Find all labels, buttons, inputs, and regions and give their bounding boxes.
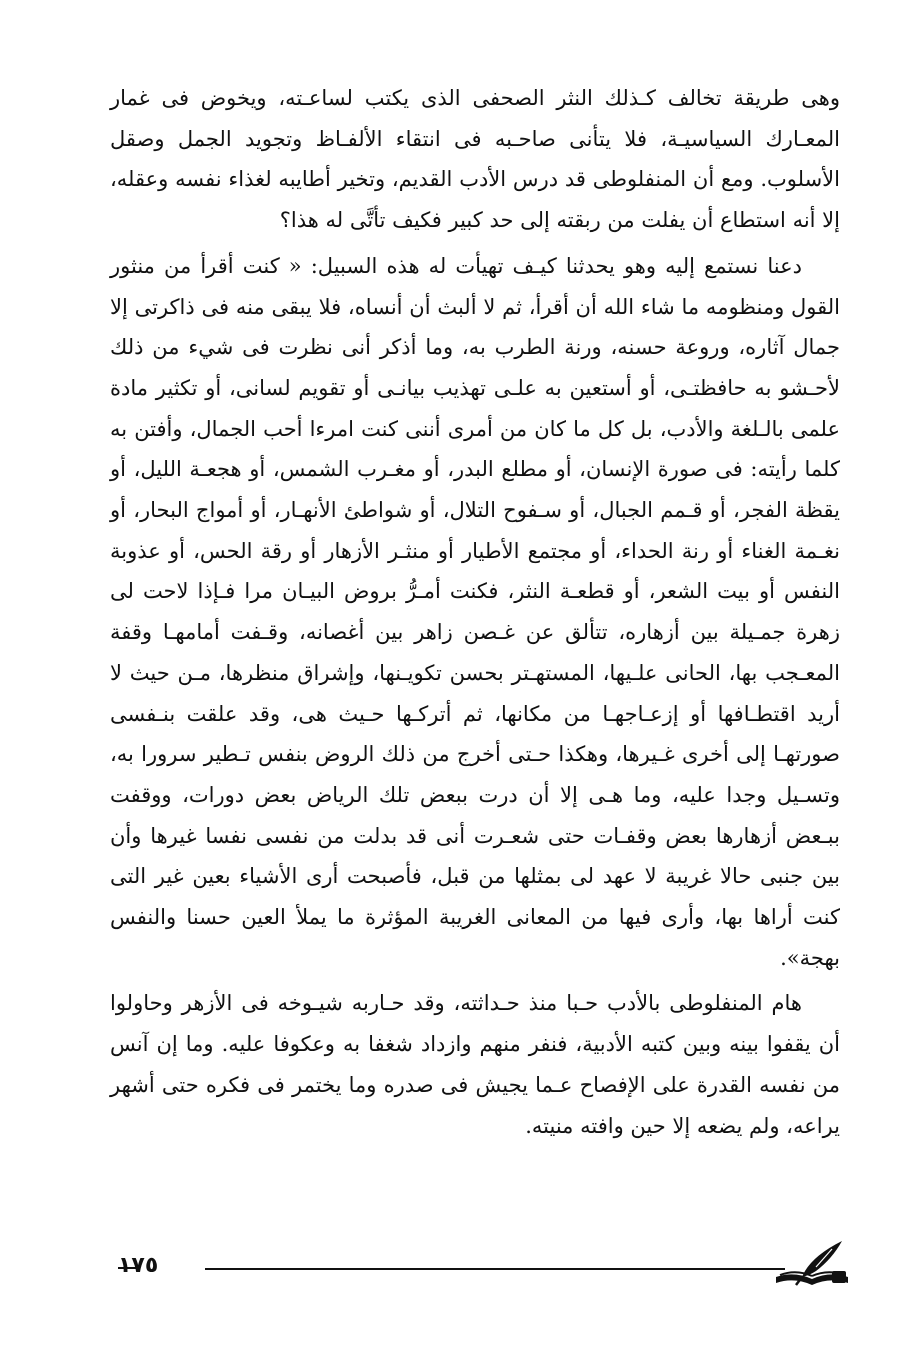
paragraph-1: وهى طريقة تخالف كـذلك النثر الصحفى الذى يكتب لساعـته، ويخوض فى غمار المعـارك السياسيـة، فلا يتأنى صاحـبه فى انتقاء الألفـاظ وتجويد الجمل وصقل الأسلوب. ومع أن المنفلوطى قد درس الأدب القديم، وتخير أطايبه لغذاء نفسه وعقله، إلا أنه استطاع أن يفلت من ربقته إلى حد كبير فكيف تأتَّى له هذا؟	[110, 86, 840, 233]
paragraph-3: هام المنفلوطى بالأدب حـبا منذ حـداثته، وقد حـاربه شيـوخه فى الأزهر وحاولوا أن يقفوا بينه وبين كتبه الأدبية، فنفر منهم وازداد شغفا به وعكوفا عليه. وما إن آنس من نفسه القدرة على الإفصاح عـما يجيش فى صدره وما يختمر فى فكره حتى أشهر يراعه، ولم يضعه إلا حين وافته منيته.	[110, 991, 840, 1138]
page-number: ١٧٥	[118, 1253, 159, 1278]
page-body	[110, 78, 840, 1151]
paragraph-2-quotation: دعنا نستمع إليه وهو يحدثنا كيـف تهيأت له هذه السبيل: « كنت أقرأ من منثور القول ومنظومه ما شاء الله أن أقرأ، ثم لا ألبث أن أنساه، فلا يبقى منه فى ذاكرتى إلا جمال آثاره، وروعة حسنه، ورنة الطرب به، وما أذكر أنى نظرت فى شيء من ذلك لأحـشو به حافظتـى، أو أستعين به علـى تهذيب بيانـى أو تقويم لسانى، أو تكثير مادة علمى بالـلغة والأدب، بل كل ما كان من أمرى أننى كنت امرءا أحب الجمال، وأفتن به كلما رأيته: فى صورة الإنسان، أو مطلع البدر، أو مغـرب الشمس، أو هجعـة الليل، أو يقظة الفجر، أو قـمم الجبال، أو سـفوح التلال، أو شواطئ الأنهـار، أو أمواج البحار، أو نغـمة الغناء أو رنة الحداء، أو مجتمع الأطيار أو منثـر الأزهار أو رقة الحس، أو عذوبة النفس أو بيت الشعر، أو قطعـة النثر، فكنت أمـرُّ بروض البيـان مرا فـإذا لاحت لى زهرة جمـيلة بين أزهاره، تتألق عن غـصن زاهر بين أغصانه، وقـفت أمامهـا وقفة المعـجب بها، الحانى علـيها، المستهـتر بحسن تكويـنها، وإشراق منظرها، مـن حيث لا أريد اقتطـافها أو إزعـاجهـا من مكانها، ثم أتركـها حـيث هى، وقد علقت بنـفسى صورتهـا إلى أخرى غـيرها، وهكذا حـتى أخرج من ذلك الروض بنفس تـطير سرورا به، وتسـيل وجدا عليه، وما هـى إلا أن درت ببعض تلك الرياض بعض دورات، ووقفت ببـعض أزهارها بعض وقفـات حتى شعـرت أنى قد بدلت من نفسى نفسا غيرها وأن بين جنبى حالا غريبة لا عهد لى بمثلها من قبل، فأصبحت أرى الأشياء بعين غير التى كنت أراها بها، وأرى فيها من المعانى الغريبة المؤثرة ما يملأ العين حسنا والنفس بهجة».	[110, 253, 840, 970]
footer-rule	[205, 1268, 785, 1270]
page-footer	[0, 1235, 920, 1295]
quill-icon	[772, 1237, 852, 1289]
